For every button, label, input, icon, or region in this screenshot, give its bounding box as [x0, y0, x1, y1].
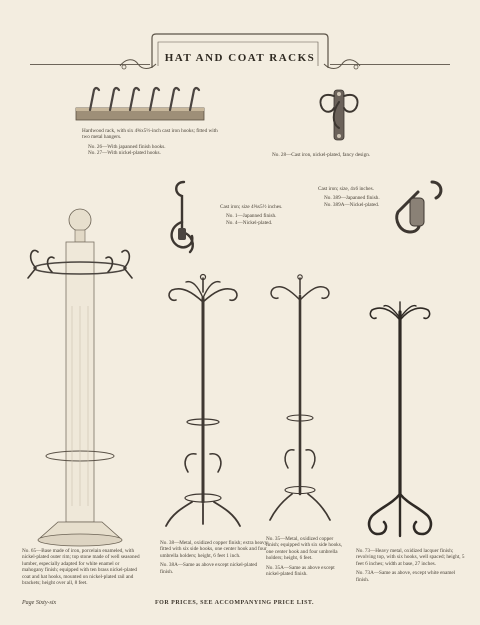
rack-26-desc: Hardwood rack, with six 4⅝x5½-inch cast iron hooks; fitted with two metal hangers. [82, 128, 218, 141]
copper-hall-tree-35-illustration [266, 272, 334, 534]
stand-73-line2: No. 73A—Same as above, except white enamel finish. [356, 570, 456, 583]
hook-1-desc: Cast iron; size 4⅝x5½ inches. [220, 204, 283, 210]
copper-hall-tree-38-illustration [162, 272, 244, 540]
rack-26-line2: No. 27—With nickel-plated hooks. [88, 150, 161, 157]
cast-iron-hook-illustration [160, 176, 210, 258]
stand-73-caption [356, 548, 466, 583]
stand-38-caption [160, 540, 270, 575]
enamel-hall-stand-illustration [22, 206, 140, 550]
hook-1-line1: No. 1—Japanned finish. [226, 213, 277, 220]
hook-1-line2: No. 4—Nickel-plated. [226, 219, 273, 226]
stand-35-caption [266, 536, 346, 577]
hook-389-desc: Cast iron; size, 4x6 inches. [318, 186, 374, 192]
bentwood-hall-tree-73-illustration [362, 298, 438, 546]
page-number: Page Sixty-six [22, 600, 57, 606]
hook-1-caption [220, 204, 330, 226]
stand-38-desc: No. 38—Metal, oxidized copper finish; extra heavy; fitted with six side hooks, one center hook and four umbrella holders; height, 6 feet 1 inch. [160, 540, 269, 559]
coat-rack-illustration [70, 84, 210, 130]
rack-26-caption [82, 128, 222, 157]
price-note: FOR PRICES, SEE ACCOMPANYING PRICE LIST. [155, 600, 314, 606]
hook-389-caption [318, 186, 388, 208]
stand-35-desc: No. 35—Metal, oxidized copper finish; equipped with six side hooks, one center hook and four umbrella holders; height, 6 feet. [266, 536, 343, 562]
rack-26-line1: No. 26—With japanned finish hooks. [88, 143, 166, 150]
fancy-hook-illustration [312, 82, 366, 148]
stand-35-line2: No. 35A—Same as above except nickel-plated finish. [266, 564, 335, 578]
hook-389-line2: No. 389A—Nickel-plated. [324, 201, 380, 208]
page-title: HAT AND COAT RACKS [164, 52, 316, 64]
hook-28-caption: No. 28—Cast iron, nickel-plated, fancy design. [272, 152, 371, 158]
hook-389-line1: No. 389—Japanned finish. [324, 195, 380, 202]
stand-73-desc: No. 73—Heavy metal, oxidized lacquer finish; revolving top, with six hooks, well spaced; height, 5 feet 6 inches; width at base, 27 inches. [356, 548, 465, 567]
stand-38-line2: No. 38A—Same as above except nickel-plated finish. [160, 562, 258, 575]
double-hook-illustration [388, 176, 454, 242]
stand-65-caption: No. 65—Base made of iron, porcelain enameled, with nickel-plated outer rim; top stone made of well seasoned lumber, especially adapted for white enamel or mahogany finish; equipped with ten brass nickel-plated coat and hat hooks, mounted on nickel-plated rail and brackets; height over all, 8 feet. [22, 548, 140, 587]
